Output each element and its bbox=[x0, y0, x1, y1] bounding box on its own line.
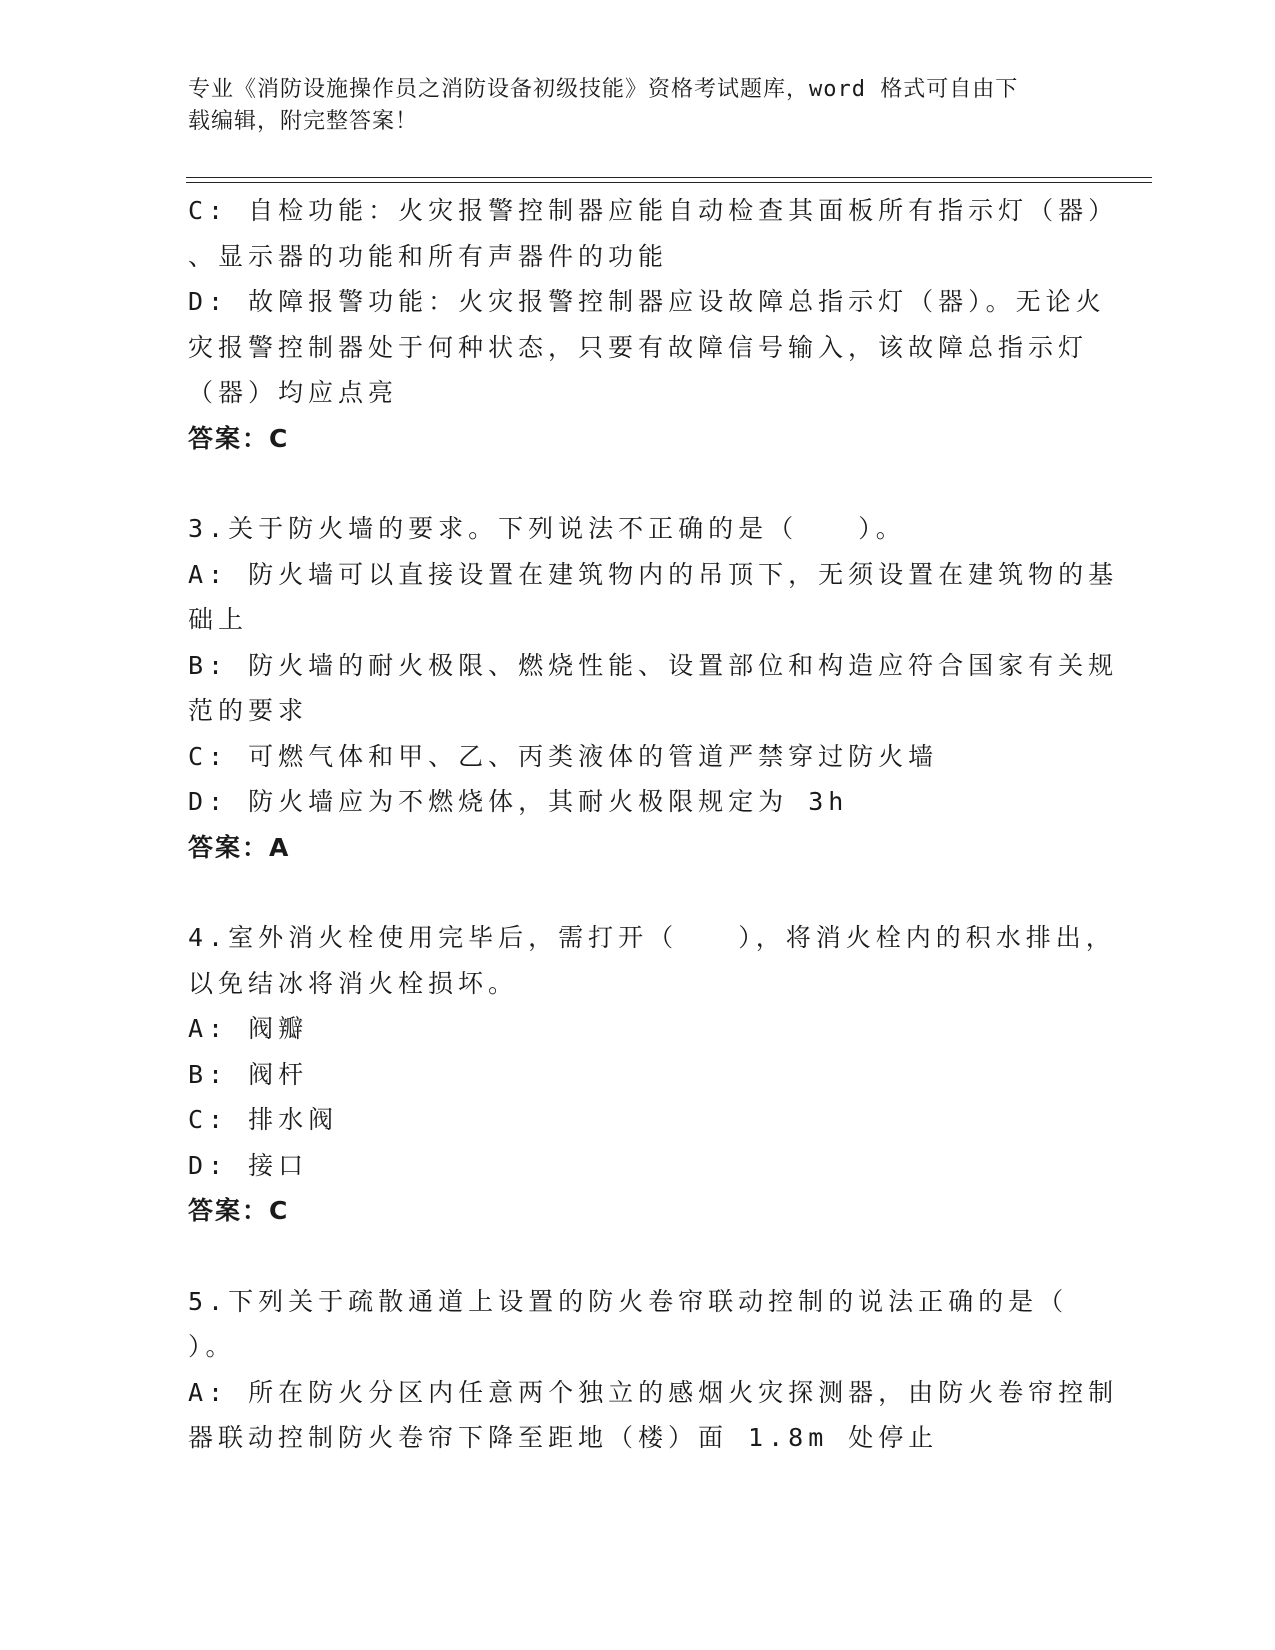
option-c-line-2: 、显示器的功能和所有声器件的功能 bbox=[188, 241, 669, 271]
answer-line: 答案：C bbox=[188, 423, 290, 453]
option-a-line-2: 础上 bbox=[188, 605, 249, 634]
option-b-line-2: 范的要求 bbox=[188, 696, 309, 725]
question-stem-line-1: 4.室外消火栓使用完毕后，需打开（ ），将消火栓内的积水排出， bbox=[188, 923, 1116, 952]
question-stem: 3.关于防火墙的要求。下列说法不正确的是（ ）。 bbox=[188, 514, 906, 543]
question-spacer bbox=[188, 461, 1088, 506]
answer-line: 答案：C bbox=[188, 1196, 290, 1225]
option-c-line-1: C: 自检功能：火灾报警控制器应能自动检查其面板所有指示灯（器） bbox=[188, 196, 1119, 225]
question-stem-line-2: 以免结冰将消火栓损坏。 bbox=[188, 968, 519, 998]
answer-line: 答案：A bbox=[188, 832, 291, 862]
header-line-1: 专业《消防设施操作员之消防设备初级技能》资格考试题库，word 格式可自由下 bbox=[188, 77, 1019, 102]
question-spacer bbox=[188, 1234, 1088, 1279]
document-header bbox=[188, 74, 1068, 138]
option-d-line-1: D: 故障报警功能：火灾报警控制器应设故障总指示灯（器）。无论火 bbox=[188, 287, 1106, 316]
document-body bbox=[188, 188, 1119, 1461]
option-c: C: 排水阀 bbox=[188, 1105, 339, 1134]
header-rule-top bbox=[186, 177, 1152, 178]
header-line-2: 载编辑，附完整答案！ bbox=[188, 109, 419, 134]
option-d-line-2: 灾报警控制器处于何种状态，只要有故障信号输入，该故障总指示灯 bbox=[188, 332, 1089, 362]
option-d: D: 防火墙应为不燃烧体，其耐火极限规定为 3h bbox=[188, 787, 849, 816]
question-3 bbox=[188, 506, 1119, 870]
option-a-line-2: 器联动控制防火卷帘下降至距地（楼）面 1.8m 处停止 bbox=[188, 1423, 939, 1452]
option-b: B: 阀杆 bbox=[188, 1059, 309, 1089]
header-rule-bottom bbox=[186, 182, 1152, 183]
option-a-line-1: A: 所在防火分区内任意两个独立的感烟火灾探测器，由防火卷帘控制 bbox=[188, 1377, 1119, 1407]
question-2-tail bbox=[188, 188, 1119, 461]
question-5 bbox=[188, 1279, 1119, 1461]
option-a-line-1: A: 防火墙可以直接设置在建筑物内的吊顶下，无须设置在建筑物的基 bbox=[188, 559, 1119, 589]
option-d-line-3: （器）均应点亮 bbox=[188, 378, 399, 407]
question-4 bbox=[188, 915, 1116, 1234]
option-d: D: 接口 bbox=[188, 1150, 309, 1180]
question-spacer bbox=[188, 870, 1088, 915]
question-stem-line-2: ）。 bbox=[188, 1332, 236, 1361]
option-c: C: 可燃气体和甲、乙、丙类液体的管道严禁穿过防火墙 bbox=[188, 741, 939, 771]
question-stem-line-1: 5.下列关于疏散通道上设置的防火卷帘联动控制的说法正确的是（ bbox=[188, 1286, 1069, 1316]
option-a: A: 阀瓣 bbox=[188, 1014, 309, 1043]
option-b-line-1: B: 防火墙的耐火极限、燃烧性能、设置部位和构造应符合国家有关规 bbox=[188, 650, 1119, 680]
